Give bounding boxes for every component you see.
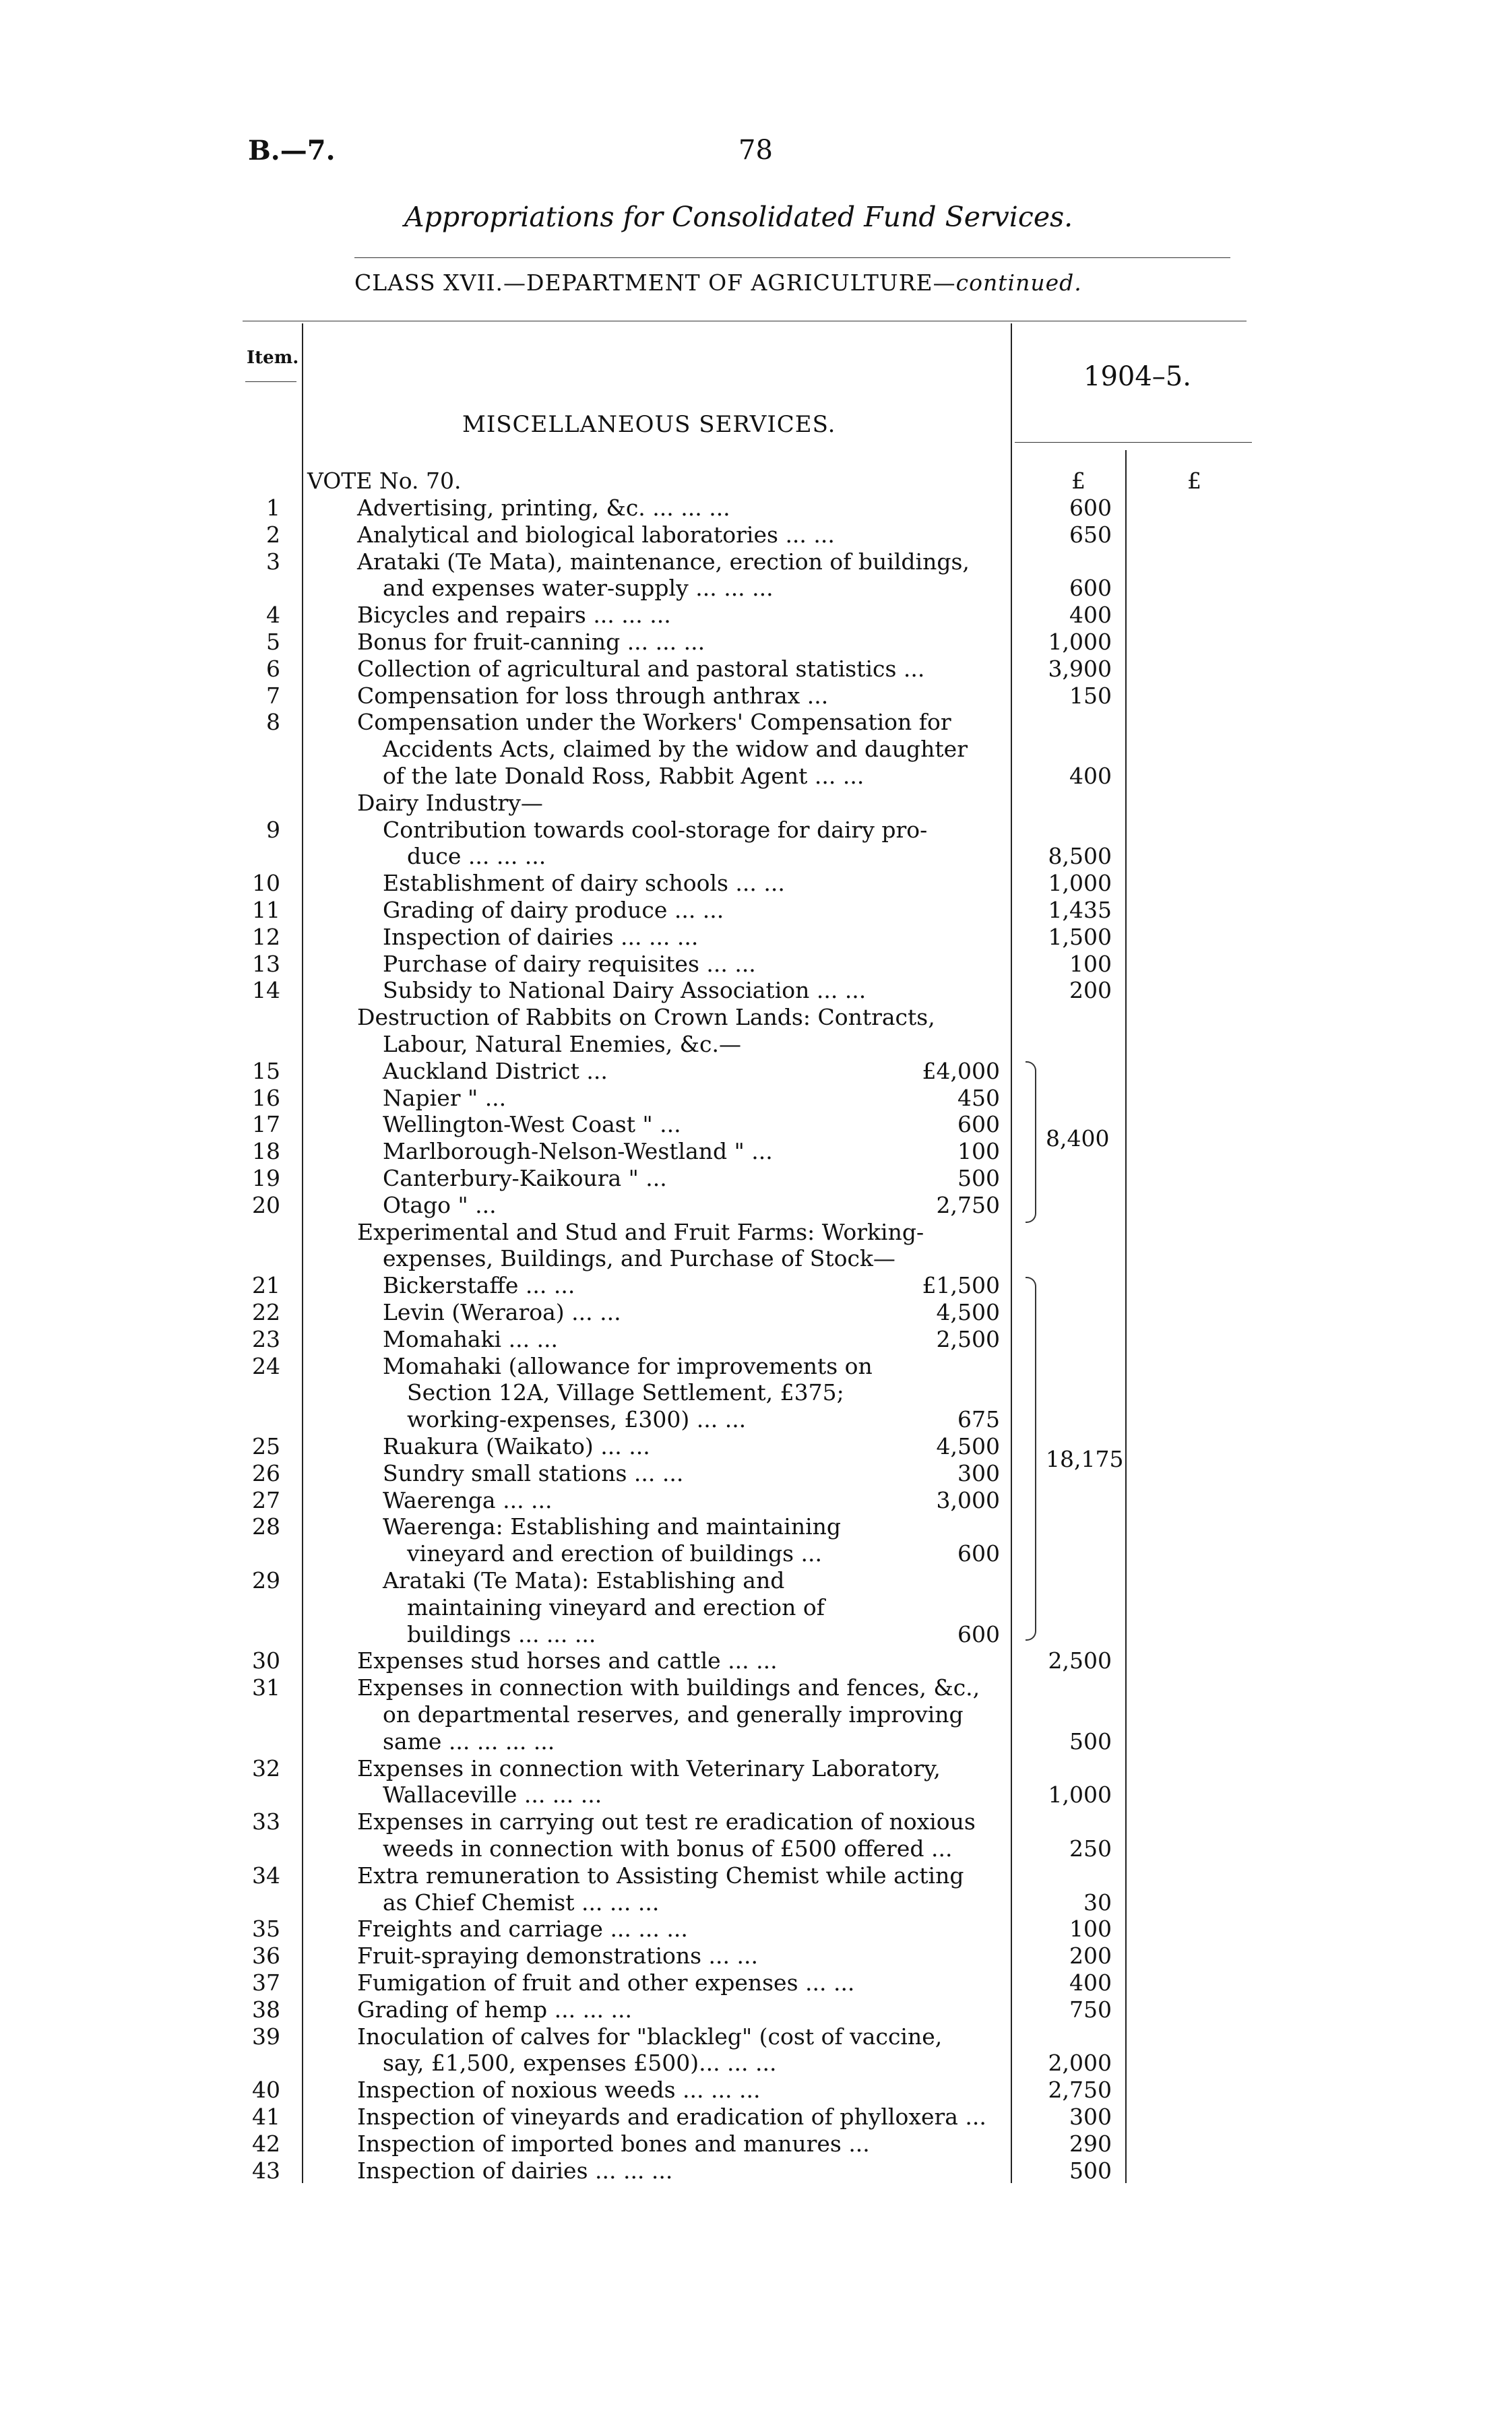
year-column-header: 1904–5. [1083, 361, 1191, 392]
item-amount: 400 [1069, 763, 1112, 789]
item-description: of the late Donald Ross, Rabbit Agent ... ... [383, 763, 864, 789]
table-row [0, 522, 1512, 548]
item-amount: 1,500 [1048, 923, 1112, 950]
item-amount: 500 [1069, 1728, 1112, 1755]
table-row [0, 1460, 1512, 1487]
item-number: 33 [252, 1808, 280, 1835]
item-description: Wellington-West Coast " ... [383, 1111, 681, 1138]
item-subamount: 600 [957, 1111, 1000, 1138]
item-number: 32 [252, 1755, 280, 1782]
item-description: Expenses in carrying out test re eradication of noxious [357, 1808, 976, 1835]
item-description: Auckland District ... [383, 1057, 608, 1084]
table-row [0, 1058, 1512, 1085]
item-column-header: Item. [247, 348, 299, 368]
table-row [0, 1513, 1512, 1540]
table-row [0, 1728, 1512, 1755]
item-number: 25 [252, 1433, 280, 1459]
item-amount: 100 [1069, 1916, 1112, 1943]
item-amount: 750 [1069, 1996, 1112, 2023]
table-row [0, 1085, 1512, 1112]
table-row [0, 1755, 1512, 1782]
table-row [0, 629, 1512, 656]
item-number: 20 [252, 1191, 280, 1218]
item-description: on departmental reserves, and generally improving [383, 1701, 964, 1728]
item-number: 3 [266, 548, 280, 575]
item-subamount: 500 [957, 1165, 1000, 1191]
item-description: Contribution towards cool-storage for dairy pro- [383, 816, 928, 843]
table-row [0, 1862, 1512, 1889]
item-number: 29 [252, 1567, 280, 1594]
item-amount: 1,435 [1048, 897, 1112, 923]
year-header-rule [1015, 442, 1252, 443]
table-row [0, 1835, 1512, 1862]
document-reference: B.—7. [248, 135, 336, 166]
table-row [0, 924, 1512, 951]
item-amount: 2,750 [1048, 2077, 1112, 2104]
item-number: 7 [266, 682, 280, 709]
item-description: maintaining vineyard and erection of [407, 1594, 825, 1620]
item-amount: 650 [1069, 521, 1112, 548]
table-row [0, 1621, 1512, 1648]
farms-subtotal: 18,175 [1046, 1446, 1124, 1472]
item-number: 36 [252, 1943, 280, 1969]
table-row [0, 1540, 1512, 1567]
item-number: 1 [266, 495, 280, 521]
item-amount: 1,000 [1048, 629, 1112, 655]
page-title: Appropriations for Consolidated Fund Services. [404, 201, 1073, 233]
item-description: Ruakura (Waikato) ... ... [383, 1433, 650, 1459]
item-number: 11 [252, 897, 280, 923]
table-row [0, 2023, 1512, 2050]
item-amount: 600 [1069, 575, 1112, 602]
item-description: say, £1,500, expenses £500)... ... ... [383, 2050, 777, 2077]
item-description: Inspection of dairies ... ... ... [383, 923, 699, 950]
item-description: Fruit-spraying demonstrations ... ... [357, 1943, 758, 1969]
table-row [0, 2077, 1512, 2104]
item-amount: 400 [1069, 1969, 1112, 1996]
item-description: Experimental and Stud and Fruit Farms: Working- [357, 1218, 924, 1245]
item-amount: 200 [1069, 977, 1112, 1004]
item-description: Destruction of Rabbits on Crown Lands: Contracts, [357, 1004, 935, 1031]
item-description: Subsidy to National Dairy Association ... ... [383, 977, 867, 1004]
item-number: 16 [252, 1084, 280, 1111]
item-subamount: 675 [957, 1406, 1000, 1433]
item-subamount: £1,500 [922, 1272, 1000, 1299]
table-row [0, 1299, 1512, 1326]
item-description: expenses, Buildings, and Purchase of Stock— [383, 1245, 895, 1272]
table-row [0, 2104, 1512, 2131]
farms-brace [1026, 1277, 1036, 1641]
item-number: 31 [252, 1674, 280, 1701]
item-number: 6 [266, 655, 280, 682]
item-number: 2 [266, 521, 280, 548]
table-row [0, 790, 1512, 817]
item-description: Marlborough-Nelson-Westland " ... [383, 1138, 773, 1165]
table-row [0, 951, 1512, 978]
item-number: 18 [252, 1138, 280, 1165]
item-description: Inspection of dairies ... ... ... [357, 2157, 673, 2184]
item-description: Compensation under the Workers' Compensation for [357, 709, 951, 736]
item-description: Canterbury-Kaikoura " ... [383, 1165, 667, 1191]
item-description: Extra remuneration to Assisting Chemist while acting [357, 1862, 964, 1889]
item-amount: 200 [1069, 1943, 1112, 1969]
item-subamount: 4,500 [936, 1299, 1000, 1325]
table-row [0, 1219, 1512, 1246]
item-description: Establishment of dairy schools ... ... [383, 870, 785, 897]
item-description: working-expenses, £300) ... ... [407, 1406, 747, 1433]
item-number: 37 [252, 1969, 280, 1996]
item-description: Labour, Natural Enemies, &c.— [383, 1031, 742, 1057]
rabbit-subtotal: 8,400 [1046, 1125, 1110, 1152]
item-description: Napier " ... [383, 1084, 507, 1111]
item-number: 15 [252, 1057, 280, 1084]
item-number: 21 [252, 1272, 280, 1299]
item-number: 13 [252, 950, 280, 977]
item-amount: 150 [1069, 682, 1112, 709]
table-row [0, 1245, 1512, 1272]
item-description: Inspection of noxious weeds ... ... ... [357, 2077, 761, 2104]
item-amount: 290 [1069, 2130, 1112, 2157]
item-amount: 3,900 [1048, 655, 1112, 682]
item-number: 38 [252, 1996, 280, 2023]
item-number: 39 [252, 2023, 280, 2050]
item-description: duce ... ... ... [407, 843, 546, 870]
item-description: Arataki (Te Mata): Establishing and [383, 1567, 785, 1594]
item-description: Grading of hemp ... ... ... [357, 1996, 633, 2023]
table-row [0, 1567, 1512, 1594]
table-row [0, 1969, 1512, 1996]
item-subamount: 450 [957, 1084, 1000, 1111]
item-number: 30 [252, 1647, 280, 1674]
table-row [0, 575, 1512, 602]
table-row [0, 736, 1512, 763]
item-description: Inspection of vineyards and eradication of phylloxera ... [357, 2104, 986, 2130]
table-row [0, 1379, 1512, 1406]
item-number: 24 [252, 1352, 280, 1379]
item-description: Advertising, printing, &c. ... ... ... [357, 495, 730, 521]
item-description: Bonus for fruit-canning ... ... ... [357, 629, 705, 655]
item-subamount: 600 [957, 1620, 1000, 1647]
table-row [0, 1192, 1512, 1219]
page-number: 78 [738, 135, 773, 166]
item-amount: 30 [1083, 1889, 1112, 1916]
table-row [0, 2157, 1512, 2184]
item-number: 4 [266, 602, 280, 629]
item-number: 14 [252, 977, 280, 1004]
item-subamount: £4,000 [922, 1057, 1000, 1084]
item-description: Wallaceville ... ... ... [383, 1782, 602, 1808]
title-rule [354, 257, 1230, 258]
table-row [0, 1782, 1512, 1808]
item-number: 22 [252, 1299, 280, 1325]
item-header-underline [245, 381, 296, 382]
item-description: Expenses stud horses and cattle ... ... [357, 1647, 778, 1674]
table-row [0, 897, 1512, 924]
table-row [0, 1916, 1512, 1943]
table-row [0, 656, 1512, 683]
table-row [0, 1487, 1512, 1514]
item-amount: 500 [1069, 2157, 1112, 2184]
vote-number: VOTE No. 70. [307, 468, 462, 494]
item-description: Sundry small stations ... ... [383, 1459, 684, 1486]
item-number: 43 [252, 2157, 280, 2184]
table-row [0, 1674, 1512, 1701]
item-description: Freights and carriage ... ... ... [357, 1916, 688, 1943]
item-description: Levin (Weraroa) ... ... [383, 1299, 621, 1325]
item-description: Bicycles and repairs ... ... ... [357, 602, 671, 629]
item-number: 19 [252, 1165, 280, 1191]
table-row [0, 1996, 1512, 2023]
table-row [0, 977, 1512, 1004]
table-row [0, 1647, 1512, 1674]
item-number: 27 [252, 1486, 280, 1513]
item-subamount: 4,500 [936, 1433, 1000, 1459]
table-row [0, 1943, 1512, 1969]
item-number: 35 [252, 1916, 280, 1943]
item-number: 9 [266, 816, 280, 843]
item-number: 34 [252, 1862, 280, 1889]
item-subamount: 600 [957, 1540, 1000, 1567]
table-row [0, 1353, 1512, 1380]
item-description: Section 12A, Village Settlement, £375; [407, 1379, 844, 1406]
item-number: 23 [252, 1325, 280, 1352]
item-amount: 400 [1069, 602, 1112, 629]
table-row [0, 1138, 1512, 1165]
item-description: as Chief Chemist ... ... ... [383, 1889, 660, 1916]
class-heading: CLASS XVII.—DEPARTMENT OF AGRICULTURE—continued. [354, 270, 1082, 296]
table-row [0, 843, 1512, 870]
table-row [0, 709, 1512, 736]
item-description: same ... ... ... ... [383, 1728, 555, 1755]
item-amount: 100 [1069, 950, 1112, 977]
table-row [0, 683, 1512, 710]
item-number: 8 [266, 709, 280, 736]
table-row [0, 2050, 1512, 2077]
item-number: 41 [252, 2104, 280, 2130]
item-number: 28 [252, 1513, 280, 1540]
table-row [0, 602, 1512, 629]
item-description: Arataki (Te Mata), maintenance, erection of buildings, [357, 548, 970, 575]
currency-symbol-2: £ [1187, 468, 1201, 494]
currency-symbol-1: £ [1071, 468, 1085, 494]
table-row [0, 1889, 1512, 1916]
item-amount: 250 [1069, 1835, 1112, 1862]
table-row [0, 1808, 1512, 1835]
item-number: 26 [252, 1459, 280, 1486]
item-description: and expenses water-supply ... ... ... [383, 575, 774, 602]
item-description: Expenses in connection with buildings and fences, &c., [357, 1674, 980, 1701]
item-subamount: 2,750 [936, 1191, 1000, 1218]
table-row [0, 1433, 1512, 1460]
item-number: 42 [252, 2130, 280, 2157]
item-description: Collection of agricultural and pastoral statistics ... [357, 655, 925, 682]
item-number: 10 [252, 870, 280, 897]
item-description: vineyard and erection of buildings ... [407, 1540, 822, 1567]
item-description: Expenses in connection with Veterinary Laboratory, [357, 1755, 941, 1782]
item-description: Inspection of imported bones and manures ... [357, 2130, 870, 2157]
item-subamount: 3,000 [936, 1486, 1000, 1513]
item-amount: 2,500 [1048, 1647, 1112, 1674]
item-number: 17 [252, 1111, 280, 1138]
item-description: buildings ... ... ... [407, 1620, 596, 1647]
table-row [0, 817, 1512, 844]
item-description: Dairy Industry— [357, 789, 543, 816]
table-row [0, 1326, 1512, 1353]
table-row [0, 495, 1512, 522]
item-amount: 1,000 [1048, 1782, 1112, 1808]
table-row [0, 1031, 1512, 1058]
item-number: 5 [266, 629, 280, 655]
table-row [0, 1004, 1512, 1031]
item-amount: 1,000 [1048, 870, 1112, 897]
item-description: Inoculation of calves for "blackleg" (cost of vaccine, [357, 2023, 943, 2050]
table-row [0, 1594, 1512, 1621]
item-description: Compensation for loss through anthrax ... [357, 682, 829, 709]
table-row [0, 870, 1512, 897]
item-subamount: 300 [957, 1459, 1000, 1486]
item-description: Fumigation of fruit and other expenses ... ... [357, 1969, 855, 1996]
table-row [0, 1111, 1512, 1138]
table-row [0, 1165, 1512, 1192]
table-row [0, 1701, 1512, 1728]
item-description: Waerenga ... ... [383, 1486, 553, 1513]
item-description: Purchase of dairy requisites ... ... [383, 950, 756, 977]
item-description: Momahaki ... ... [383, 1325, 559, 1352]
item-description: Bickerstaffe ... ... [383, 1272, 575, 1299]
item-amount: 8,500 [1048, 843, 1112, 870]
item-amount: 300 [1069, 2104, 1112, 2130]
table-row [0, 763, 1512, 790]
table-row [0, 1272, 1512, 1299]
item-number: 40 [252, 2077, 280, 2104]
table-row [0, 1406, 1512, 1433]
section-heading: MISCELLANEOUS SERVICES. [462, 411, 836, 438]
rabbit-brace [1026, 1061, 1036, 1223]
item-amount: 2,000 [1048, 2050, 1112, 2077]
item-description: Otago " ... [383, 1191, 497, 1218]
table-row [0, 548, 1512, 575]
item-number: 12 [252, 923, 280, 950]
item-description: Waerenga: Establishing and maintaining [383, 1513, 842, 1540]
item-amount: 600 [1069, 495, 1112, 521]
item-subamount: 100 [957, 1138, 1000, 1165]
table-row [0, 2131, 1512, 2157]
item-description: Momahaki (allowance for improvements on [383, 1352, 873, 1379]
item-description: Grading of dairy produce ... ... [383, 897, 724, 923]
item-description: Analytical and biological laboratories ... ... [357, 521, 835, 548]
item-description: Accidents Acts, claimed by the widow and daughter [383, 736, 968, 763]
item-description: weeds in connection with bonus of £500 offered ... [383, 1835, 953, 1862]
item-subamount: 2,500 [936, 1325, 1000, 1352]
